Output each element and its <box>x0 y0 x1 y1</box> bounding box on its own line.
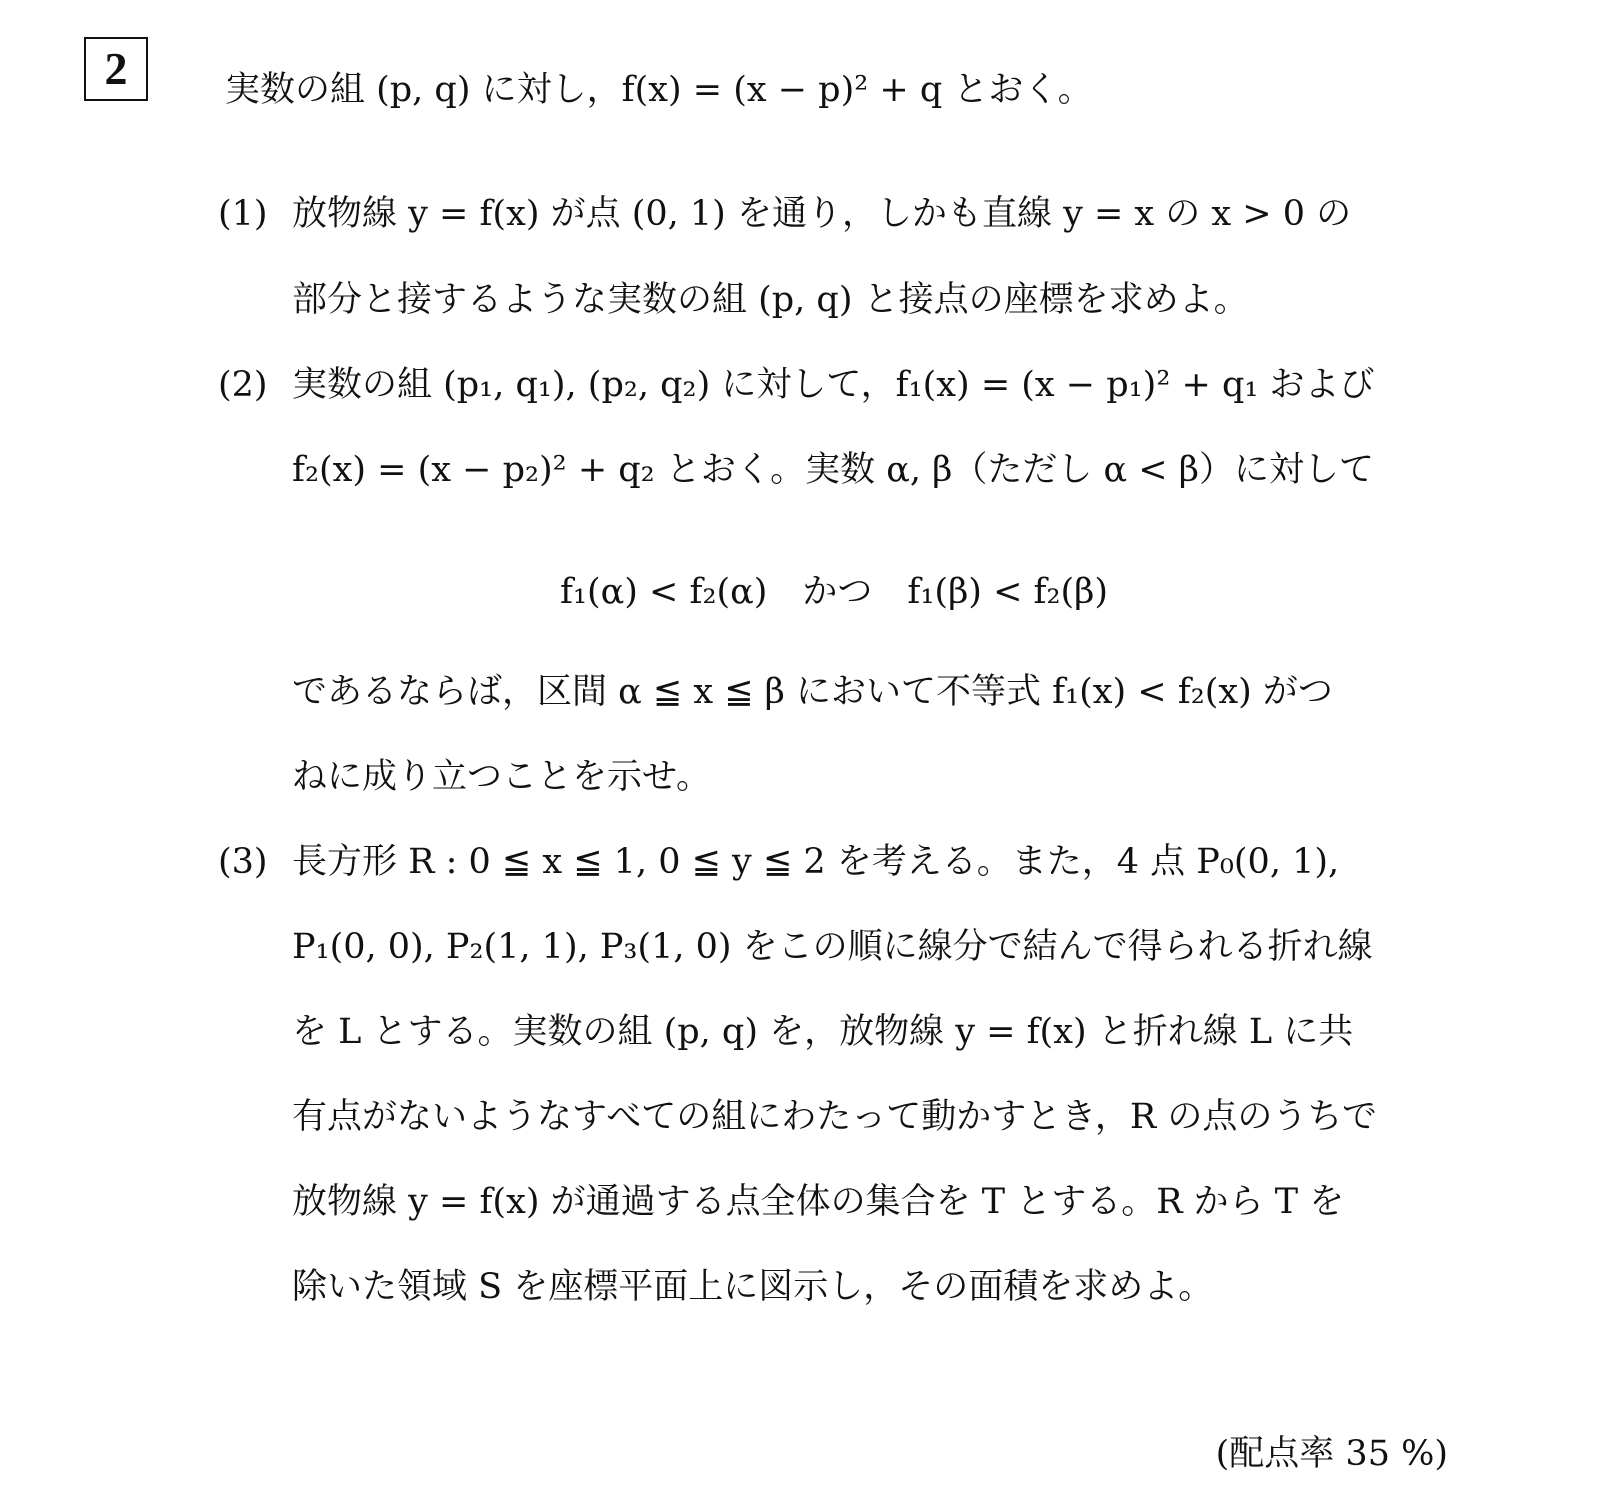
part-3-line-1: 長方形 R : 0 ≦ x ≦ 1, 0 ≦ y ≦ 2 を考える。また，4 点 P₀(0, 1), <box>292 842 1340 882</box>
part-2-line-1: 実数の組 (p₁, q₁), (p₂, q₂) に対して，f₁(x) = (x − p₁)² + q₁ および <box>292 365 1375 405</box>
part-3-line-6: 除いた領域 S を座標平面上に図示し，その面積を求めよ。 <box>292 1267 1214 1307</box>
part-1-label: (1) <box>218 194 268 234</box>
problem-intro: 実数の組 (p, q) に対し，f(x) = (x − p)² + q とおく。 <box>225 70 1093 110</box>
part-3-line-5: 放物線 y = f(x) が通過する点全体の集合を T とする。R から T を <box>292 1182 1345 1222</box>
part-2-line-4: ねに成り立つことを示せ。 <box>292 757 711 797</box>
part-2-line-3: であるならば，区間 α ≦ x ≦ β において不等式 f₁(x) < f₂(x) がつ <box>292 672 1333 712</box>
problem-number-box <box>84 37 148 101</box>
part-2-line-2: f₂(x) = (x − p₂)² + q₂ とおく。実数 α, β（ただし α < β）に対して <box>292 450 1374 490</box>
problem-number: 2 <box>104 43 128 94</box>
part-2-formula: f₁(α) < f₂(α) かつ f₁(β) < f₂(β) <box>560 572 1109 612</box>
part-1-line-2: 部分と接するような実数の組 (p, q) と接点の座標を求めよ。 <box>292 280 1249 320</box>
part-3-line-3: を L とする。実数の組 (p, q) を，放物線 y = f(x) と折れ線 L に共 <box>292 1012 1354 1052</box>
part-1-line-1: 放物線 y = f(x) が点 (0, 1) を通り，しかも直線 y = x の x > 0 の <box>292 194 1352 234</box>
part-3-label: (3) <box>218 842 268 882</box>
part-3-line-4: 有点がないようなすべての組にわたって動かすとき，R の点のうちで <box>292 1097 1378 1137</box>
part-2-label: (2) <box>218 365 268 405</box>
score-note: (配点率 35 %) <box>1215 1434 1448 1474</box>
part-3-line-2: P₁(0, 0), P₂(1, 1), P₃(1, 0) をこの順に線分で結んで得られる折れ線 <box>292 927 1373 967</box>
